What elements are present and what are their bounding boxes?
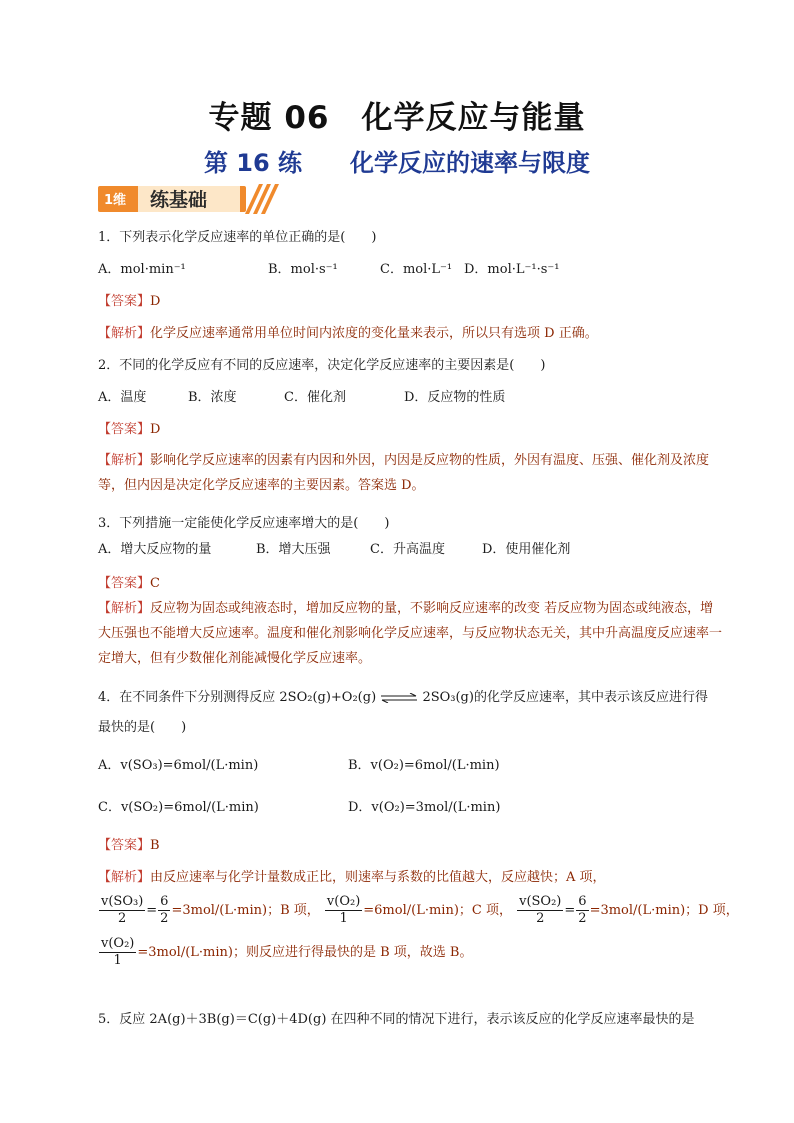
q4-options-row1 xyxy=(98,756,500,776)
analysis-tag: 【解析】 xyxy=(98,870,151,885)
q4-analysis-line1 xyxy=(98,868,606,888)
q1-answer xyxy=(98,292,160,312)
page-subtitle: 第 16 练 化学反应的速率与限度 xyxy=(203,149,591,177)
q1-option-c: C．mol·L⁻¹ xyxy=(380,262,453,277)
page-title: 专题 06 化学反应与能量 xyxy=(208,100,586,136)
analysis-text: 反应物为固态或纯液态时，增加反应物的量，不影响反应速率的改变 若反应物为固态或纯液态，增大压强也不能增大反应速率。温度和催化剂影响化学反应速率，与反应物状态无关，其中升高温度反应速率一定增大，但有少数催化剂能减慢化学反应速率。 xyxy=(98,601,723,666)
analysis-text: 由反应速率与化学计量数成正比，则速率与系数的比值越大，反应越快；A 项， xyxy=(150,870,606,885)
q3-option-a: A．增大反应物的量 xyxy=(98,542,212,557)
analysis-text: 影响化学反应速率的因素有内因和外因，内因是反应物的性质，外因有温度、压强、催化剂及浓度等，但内因是决定化学反应速率的主要因素。答案选 D。 xyxy=(98,453,710,493)
fraction: $\frac{\text{v(O₂)}}{1}$ xyxy=(326,894,361,926)
q4-analysis-line3: $\frac{\text{v(O₂)}}{1}$ =3mol/(L·min)；则反应进行得最快的是 B 项，故选 B。 xyxy=(101,936,473,968)
q1-analysis xyxy=(98,324,598,344)
q4-option-a: A．v(SO₃)=6mol/(L·min) xyxy=(98,758,259,773)
q4-stem xyxy=(98,688,708,708)
fraction: $\frac{\text{v(O₂)}}{1}$ xyxy=(101,936,135,968)
fraction: $\frac{6}{2}$ xyxy=(160,894,169,926)
equilibrium-arrow-icon xyxy=(380,693,418,703)
q4-stem-post: 2SO₃(g)的化学反应速率，其中表示该反应进行得 xyxy=(422,690,708,705)
q2-option-d: D．反应物的性质 xyxy=(404,390,506,405)
banner-level: 1维 xyxy=(104,193,127,208)
q1-option-d: D．mol·L⁻¹·s⁻¹ xyxy=(464,262,560,277)
answer-value: D xyxy=(150,294,161,309)
fraction: $\frac{\text{v(SO₃)}}{2}$ xyxy=(101,894,144,926)
answer-value: C xyxy=(150,576,160,591)
q1-option-a: A．mol·min⁻¹ xyxy=(98,262,186,277)
q4-stem-pre: 4．在不同条件下分别测得反应 2SO₂(g)+O₂(g) xyxy=(98,690,377,705)
fraction: $\frac{\text{v(SO₂)}}{2}$ xyxy=(519,894,562,926)
q4-option-d: D．v(O₂)=3mol/(L·min) xyxy=(348,800,501,815)
section-banner xyxy=(98,182,274,216)
q3-option-b: B．增大压强 xyxy=(256,542,331,557)
analysis-tag: 【解析】 xyxy=(98,453,151,468)
answer-tag: 【答案】 xyxy=(98,294,151,309)
q4-option-b: B．v(O₂)=6mol/(L·min) xyxy=(348,758,500,773)
q2-option-c: C．催化剂 xyxy=(284,390,346,405)
q3-analysis xyxy=(98,596,722,671)
q2-answer xyxy=(98,420,160,440)
answer-value: B xyxy=(150,838,160,853)
analysis-tag: 【解析】 xyxy=(98,326,151,341)
q1-stem: 1．下列表示化学反应速率的单位正确的是( ) xyxy=(98,230,377,245)
answer-value: D xyxy=(150,422,161,437)
q3-option-d: D．使用催化剂 xyxy=(482,542,571,557)
q4-analysis-line2: $\frac{\text{v(SO₃)}}{2}$ = $\frac{6}{2}$ =3mol/(L·min)；B 项， $\frac{\text{v(O₂)}}{1}$ =6mol/(L·min)；C 项， $\frac{\text{v(SO₂)}}{2}$ = $\frac{6}{2}$ =3mol/(L·min)；D 项， xyxy=(101,894,739,926)
q3-stem: 3．下列措施一定能使化学反应速率增大的是( ) xyxy=(98,516,390,531)
q2-option-b: B．浓度 xyxy=(188,390,237,405)
q3-option-c: C．升高温度 xyxy=(370,542,445,557)
q1-options xyxy=(98,260,560,280)
q2-stem: 2．不同的化学反应有不同的反应速率，决定化学反应速率的主要因素是( ) xyxy=(98,358,546,373)
q1-option-b: B．mol·s⁻¹ xyxy=(268,262,338,277)
analysis-text: 化学反应速率通常用单位时间内浓度的变化量来表示，所以只有选项 D 正确。 xyxy=(150,326,598,341)
q5-stem: 5．反应 2A(g)＋3B(g)＝C(g)＋4D(g) 在四种不同的情况下进行，表示该反应的化学反应速率最快的是 xyxy=(98,1012,695,1027)
answer-tag: 【答案】 xyxy=(98,838,151,853)
banner-label: 练基础 xyxy=(150,189,208,211)
fraction: $\frac{6}{2}$ xyxy=(578,894,587,926)
q4-stem-line2: 最快的是( ) xyxy=(98,720,187,735)
q4-answer xyxy=(98,836,160,856)
q3-options xyxy=(98,540,571,560)
q2-options xyxy=(98,388,506,408)
q4-options-row2 xyxy=(98,798,501,818)
q2-option-a: A．温度 xyxy=(98,390,147,405)
answer-tag: 【答案】 xyxy=(98,576,151,591)
q4-option-c: C．v(SO₂)=6mol/(L·min) xyxy=(98,800,259,815)
analysis-tag: 【解析】 xyxy=(98,601,151,616)
answer-tag: 【答案】 xyxy=(98,422,151,437)
q2-analysis xyxy=(98,448,722,498)
q3-answer xyxy=(98,574,160,594)
